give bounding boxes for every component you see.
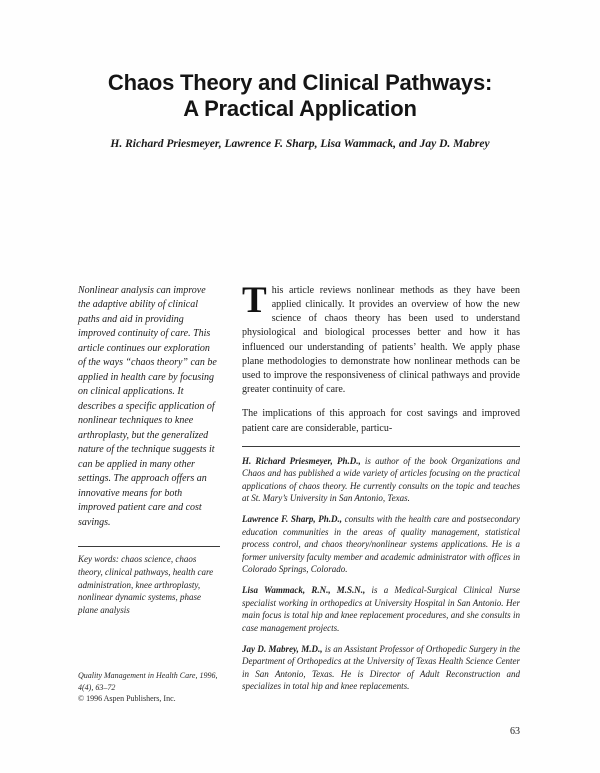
article-header — [0, 0, 600, 150]
bio-author-name: H. Richard Priesmeyer, Ph.D., — [242, 455, 361, 466]
keywords-text: Key words: chaos science, chaos theory, clinical pathways, health care administration, knee arthroplasty, nonlinear dynamic systems, phase plane analysis — [78, 554, 214, 615]
bio-author-text: consults with the health care and postsecondary education communities in the areas of quality management, statistical process control, and chaos theory/nonlinear systems applications. He is a former university faculty member and academic administrator with offices in Colorado Springs, Colorado. — [242, 514, 520, 575]
bio-author-name: Lisa Wammack, R.N., M.S.N., — [242, 585, 366, 596]
authors-line: H. Richard Priesmeyer, Lawrence F. Sharp, Lisa Wammack, and Jay D. Mabrey — [110, 137, 490, 150]
body-paragraph-1 — [242, 279, 520, 398]
bio-author-text: is a Medical-Surgical Clinical Nurse specialist working in orthopedics at University Hospital in San Antonio. Her main focus is total hip and knee replacement procedures, and she consults in case management projects. — [242, 585, 521, 633]
left-column — [78, 284, 220, 704]
bio-author-name: Lawrence F. Sharp, Ph.D., — [242, 514, 342, 525]
body-paragraph-2: The implications of this approach for cost savings and improved patient care are considerable, particu- — [242, 408, 520, 434]
two-column-layout — [78, 279, 521, 704]
author-bio — [242, 513, 520, 575]
journal-citation: Quality Management in Health Care, 1996, 4(4), 63–72 — [78, 671, 218, 692]
keywords-box — [78, 546, 220, 616]
article-title-line2: A Practical Application — [183, 95, 417, 121]
journal-citation-block — [78, 656, 220, 704]
bio-author-name: Jay D. Mabrey, M.D., — [242, 644, 323, 655]
bio-author-text: is author of the book Organizations and Chaos and has published a wide variety of articles focusing on the practical applications of chaos theory. He currently consults on the topic and teaches at St. Mary’s University in San Antonio, Texas. — [242, 455, 521, 503]
article-title-line1: Chaos Theory and Clinical Pathways: — [107, 70, 493, 95]
bio-divider-rule — [242, 446, 520, 447]
bio-author-text: is an Assistant Professor of Orthopedic Surgery in the Department of Orthopedics at the University of Texas Health Science Center in San Antonio, Texas. He is Director of Adult Reconstruction and specializes in total hip and knee replacements. — [242, 644, 521, 692]
dropcap-letter: T — [242, 279, 267, 321]
author-bio — [242, 643, 520, 693]
author-bio — [242, 584, 520, 634]
abstract-text: Nonlinear analysis can improve the adaptive ability of clinical paths and aid in providing improved continuity of care. This article continues our exploration of the ways “chaos theory” can be applied in health care by focusing on clinical applications. It describes a specific application of nonlinear techniques to knee arthroplasty, but the generalized nature of the technique suggests it can be applied in many other settings. The approach offers an innovative means for both improved patient care and cost savings. — [78, 284, 217, 528]
author-bio — [242, 455, 520, 505]
article-title — [0, 70, 600, 122]
page-number: 63 — [510, 726, 520, 737]
copyright-line: © 1996 Aspen Publishers, Inc. — [78, 693, 176, 703]
right-column — [242, 279, 521, 704]
body-paragraph-1-text: his article reviews nonlinear methods as they have been applied clinically. It provides an overview of how the new science of chaos theory has been used to understand physiological and biological processes better and how it has influenced our understanding of patients’ health. We apply phase plane methodologies to demonstrate how nonlinear methods can be used to improve the responsiveness of clinical pathways and provide greater continuity of care. — [242, 284, 520, 396]
